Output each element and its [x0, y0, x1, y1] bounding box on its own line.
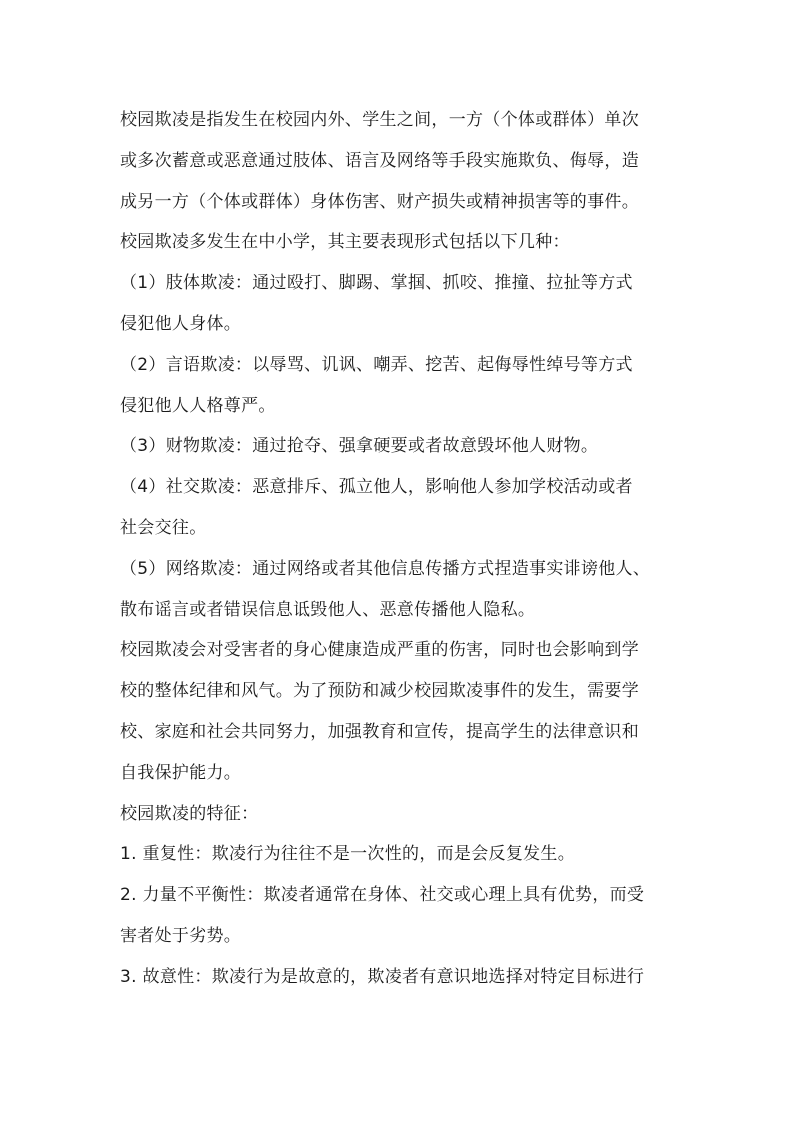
- text-line: 或多次蓄意或恶意通过肢体、语言及网络等手段实施欺负、侮辱，造: [120, 150, 639, 171]
- document-body: [120, 100, 690, 998]
- text-line: 校、家庭和社会共同努力，加强教育和宣传，提高学生的法律意识和: [120, 721, 639, 742]
- text-line: 成另一方（个体或群体）身体伤害、财产损失或精神损害等的事件。: [120, 191, 639, 212]
- text-line: 散布谣言或者错误信息诋毁他人、恶意传播他人隐私。: [120, 599, 536, 620]
- text-line: 校园欺凌是指发生在校园内外、学生之间，一方（个体或群体）单次: [120, 110, 639, 130]
- text-line: 校园欺凌会对受害者的身心健康造成严重的伤害，同时也会影响到学: [120, 640, 639, 661]
- text-line: 1. 重复性：欺凌行为往往不是一次性的，而是会反复发生。: [120, 844, 576, 865]
- text-line: （4）社交欺凌：恶意排斥、孤立他人，影响他人参加学校活动或者: [120, 477, 633, 498]
- text-line: 自我保护能力。: [120, 762, 242, 783]
- text-line: 校园欺凌多发生在中小学，其主要表现形式包括以下几种：: [120, 232, 570, 253]
- text-line: （2）言语欺凌：以辱骂、讥讽、嘲弄、挖苦、起侮辱性绰号等方式: [120, 354, 633, 375]
- text-line: 侵犯他人人格尊严。: [120, 395, 276, 416]
- text-line: （1）肢体欺凌：通过殴打、脚踢、掌掴、抓咬、推撞、拉扯等方式: [120, 273, 633, 294]
- text-line: （3）财物欺凌：通过抢夺、强拿硬要或者故意毁坏他人财物。: [120, 436, 599, 457]
- text-line: 社会交往。: [120, 517, 207, 538]
- text-line: 2. 力量不平衡性：欺凌者通常在身体、社交或心理上具有优势，而受: [120, 885, 645, 906]
- text-line: 校的整体纪律和风气。为了预防和减少校园欺凌事件的发生，需要学: [120, 681, 639, 702]
- text-line: 侵犯他人身体。: [120, 313, 242, 334]
- text-line: （5）网络欺凌：通过网络或者其他信息传播方式捏造事实诽谤他人、: [120, 558, 651, 579]
- text-line: 3. 故意性：欺凌行为是故意的，欺凌者有意识地选择对特定目标进行: [120, 966, 645, 987]
- text-line: 害者处于劣势。: [120, 925, 242, 946]
- text-line: 校园欺凌的特征：: [120, 803, 259, 824]
